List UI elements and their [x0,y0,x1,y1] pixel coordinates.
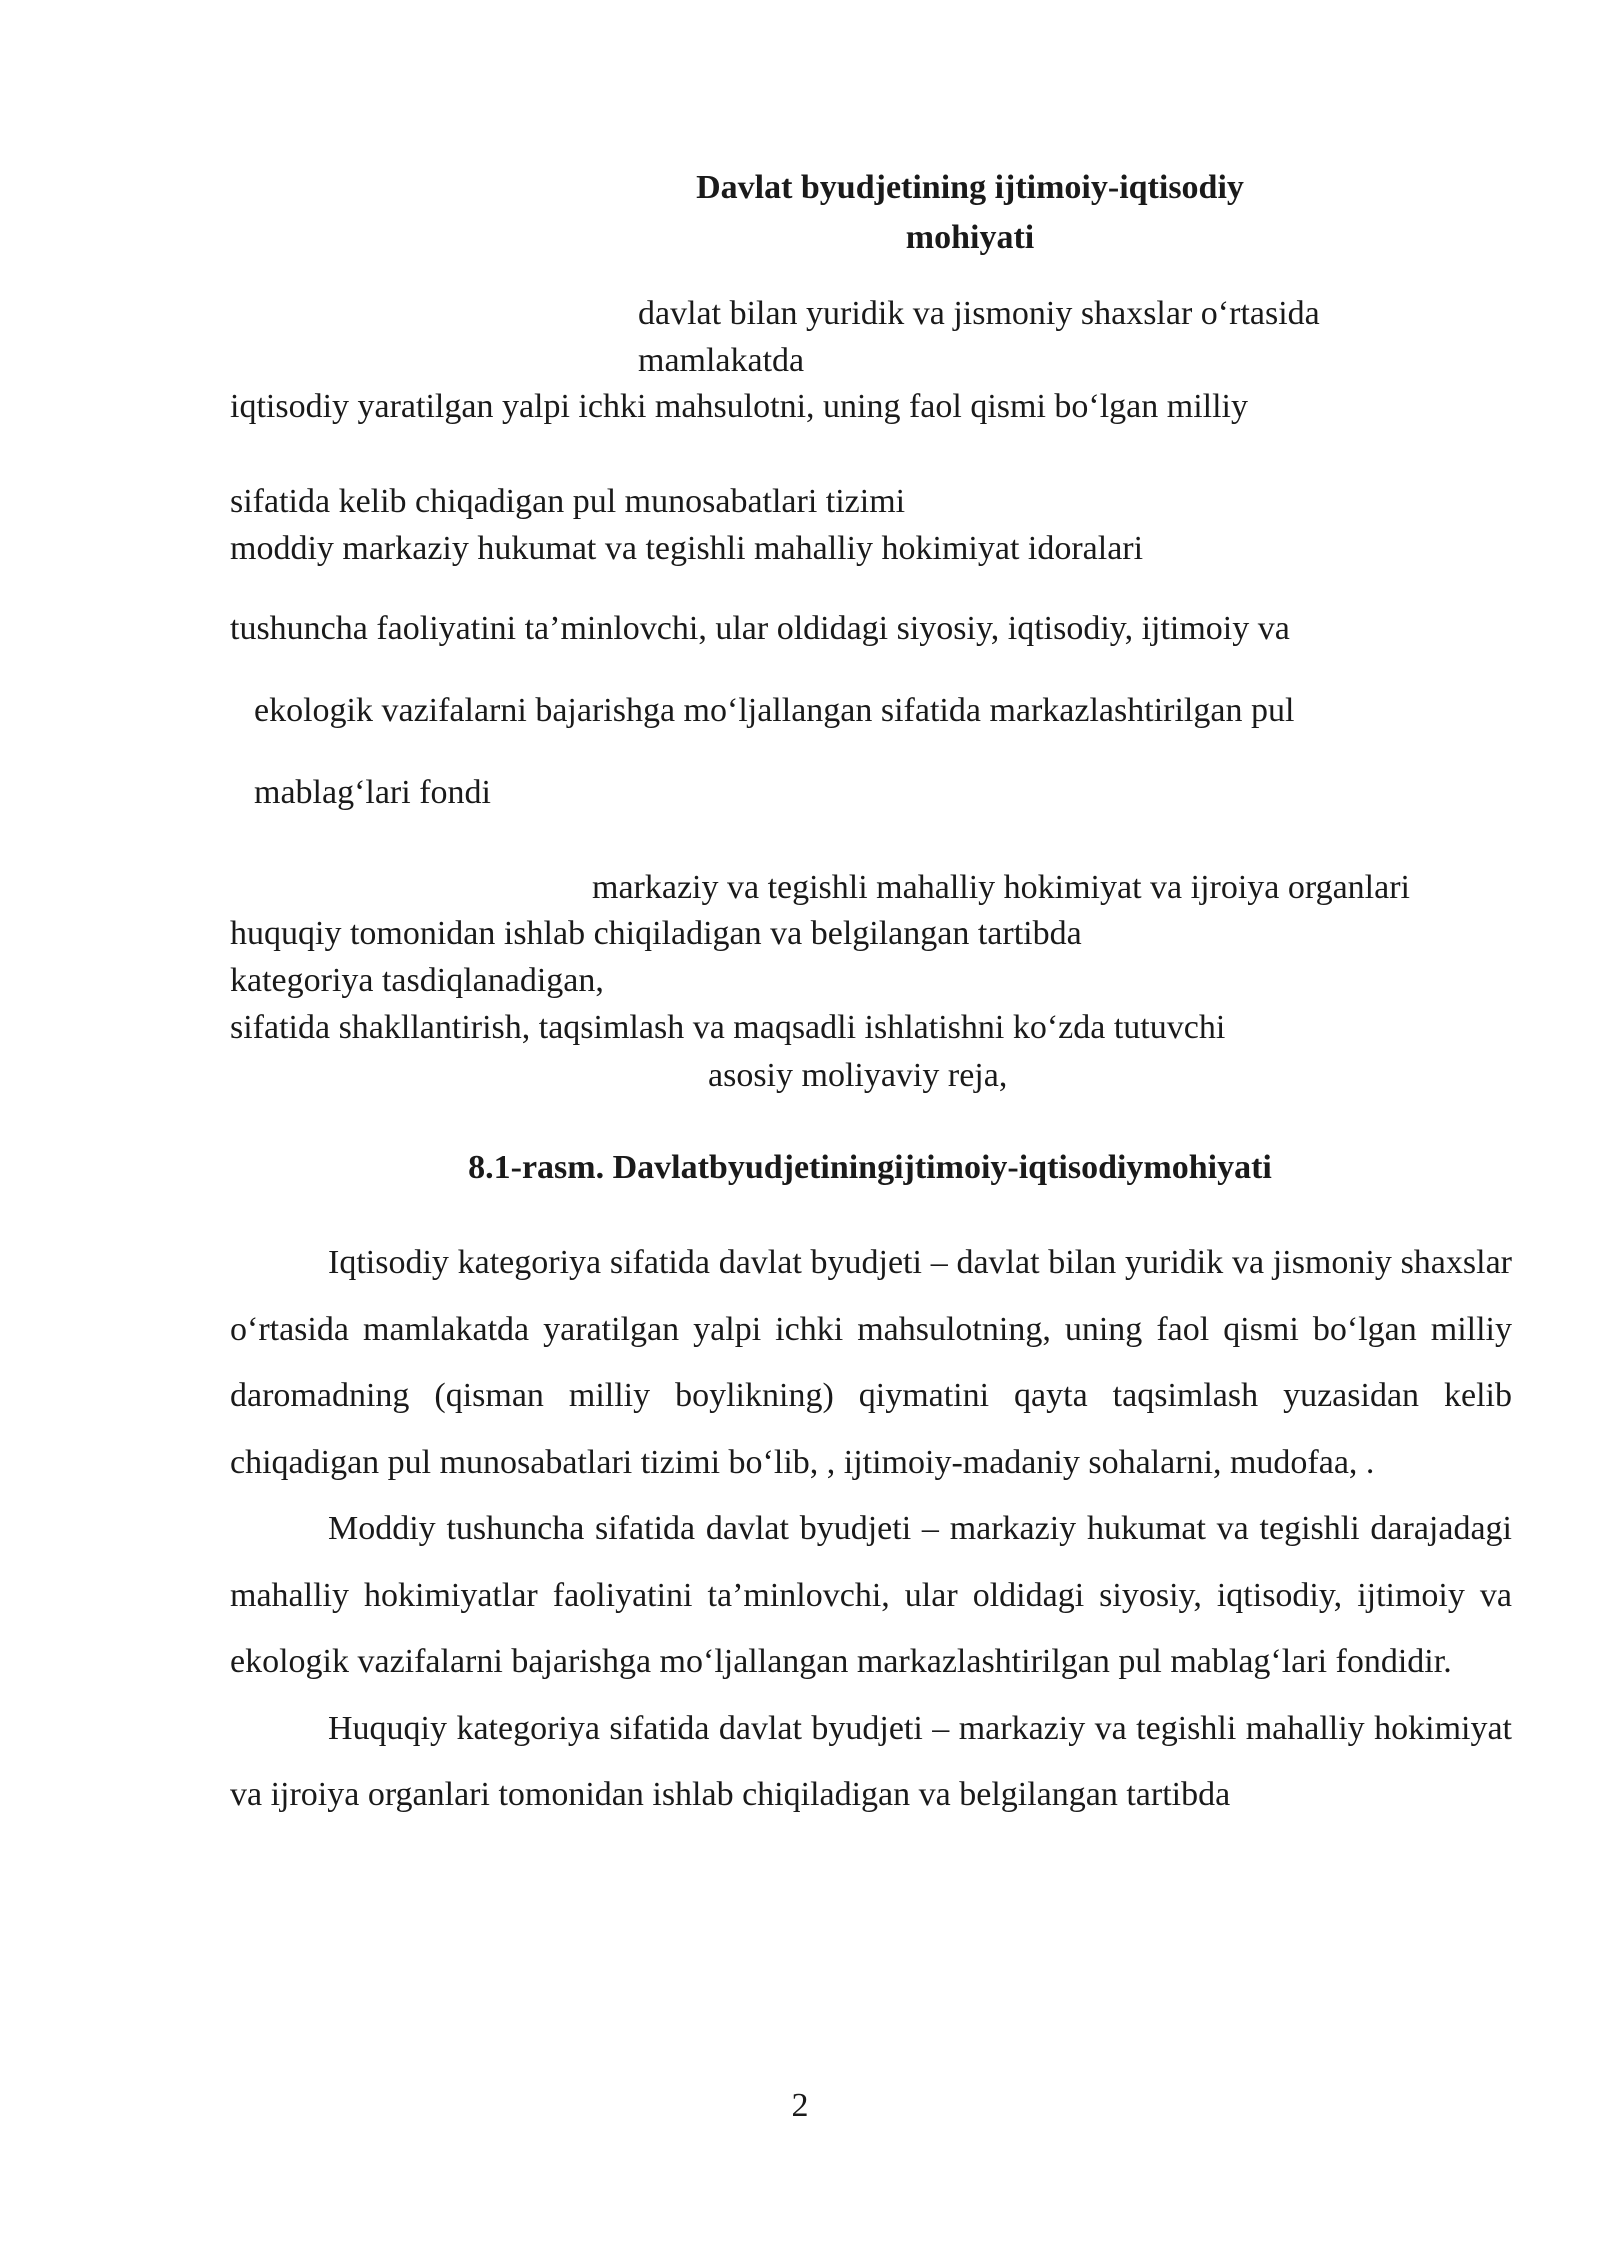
diagram-text: moddiy markaziy hukumat va tegishli mahalliy hokimiyat idoralari [230,530,1144,567]
diagram-text: asosiy moliyaviy reja, [708,1057,1008,1094]
diagram-text: tushuncha faoliyatini ta’minlovchi, ular oldidagi siyosiy, iqtisodiy, ijtimoiy va [230,610,1290,647]
figure-caption: 8.1-rasm. Davlatbyudjetiningijtimoiy-iqtisodiymohiyati [468,1149,1272,1186]
page-number: 2 [791,2087,809,2124]
diagram-text: davlat bilan yuridik va jismoniy shaxslar o‘rtasida [638,295,1320,332]
paragraph: Iqtisodiy kategoriya sifatida davlat byudjeti – davlat bilan yuridik va jismoniy shaxslar o‘rtasida mamlakatda yaratilgan yalpi ichki mahsulotning, uning faol qismi bo‘lgan milliy daromadning (qisman milliy boylikning) qiymatini qayta taqsimlash yuzasidan kelib chiqadigan pul munosabatlari tizimi bo‘lib, , ijtimoiy-madaniy sohalarni, mudofaa, . [230,1244,1512,1481]
diagram-text: mablag‘lari fondi [254,774,491,811]
diagram-text: kategoriya tasdiqlanadigan, [230,962,604,999]
diagram-text: ekologik vazifalarni bajarishga mo‘ljallangan sifatida markazlashtirilgan pul [254,692,1295,729]
diagram-text: huquqiy tomonidan ishlab chiqiladigan va belgilangan tartibda [230,915,1082,952]
paragraph: Moddiy tushuncha sifatida davlat byudjeti – markaziy hukumat va tegishli darajadagi mahalliy hokimiyatlar faoliyatini ta’minlovchi, ular oldidagi siyosiy, iqtisodiy, ijtimoiy va ekologik vazifalarni bajarishga mo‘ljallangan markazlashtirilgan pul mablag‘lari fondidir. [230,1510,1512,1680]
diagram-text: sifatida kelib chiqadigan pul munosabatlari tizimi [230,483,906,520]
diagram-text: markaziy va tegishli mahalliy hokimiyat va ijroiya organlari [592,869,1410,906]
diagram-text: iqtisodiy yaratilgan yalpi ichki mahsulotni, uning faol qismi bo‘lgan milliy [230,388,1248,425]
diagram-text: mamlakatda [638,342,805,379]
page-title-line-2: mohiyati [905,219,1035,256]
body-text [230,1230,1512,1829]
paragraph: Huquqiy kategoriya sifatida davlat byudjeti – markaziy va tegishli mahalliy hokimiyat va ijroiya organlari tomonidan ishlab chiqiladigan va belgilangan tartibda [230,1709,1512,1813]
page-title-line-1: Davlat byudjetining ijtimoiy-iqtisodiy [696,169,1244,206]
diagram-text: sifatida shakllantirish, taqsimlash va maqsadli ishlatishni ko‘zda tutuvchi [230,1009,1226,1046]
